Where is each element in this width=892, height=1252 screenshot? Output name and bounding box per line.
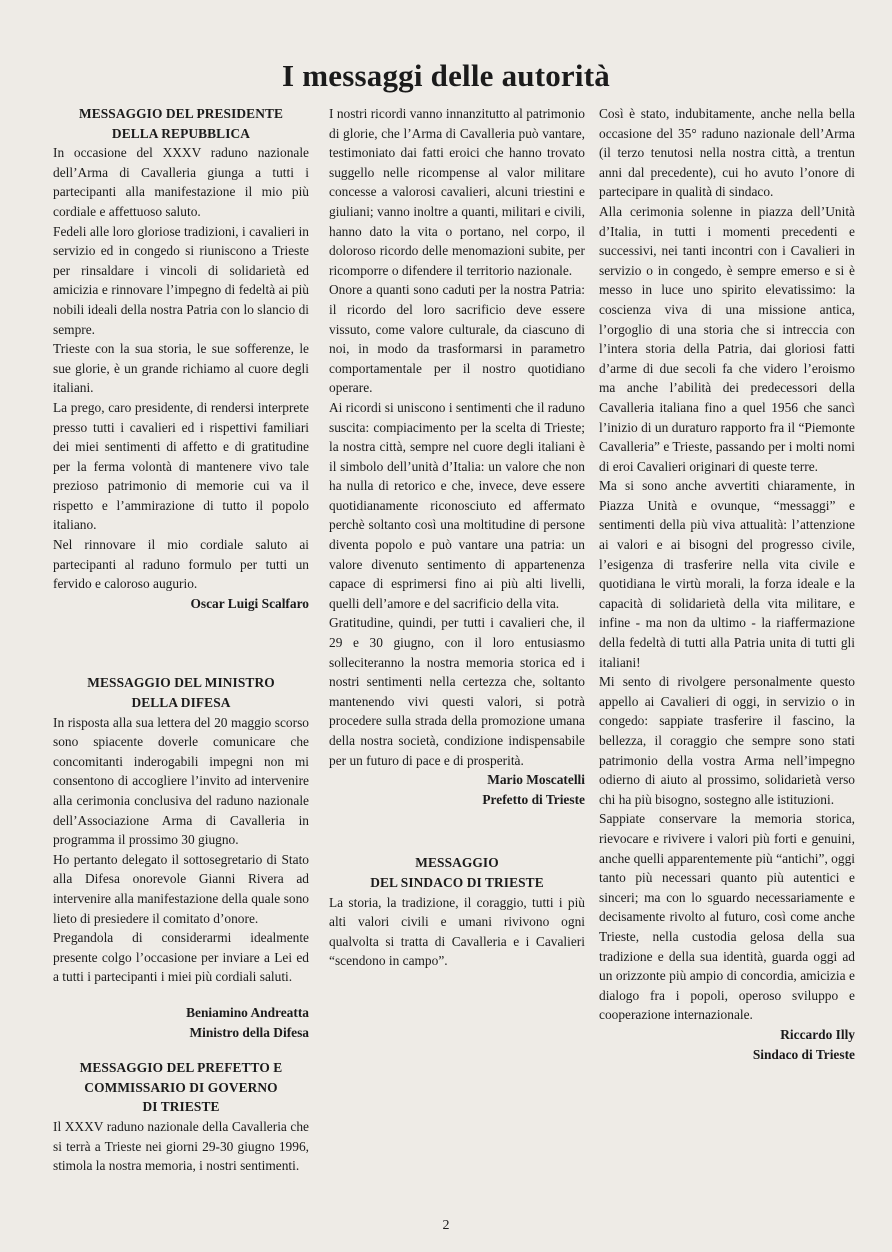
- president-paragraph: La prego, caro presidente, di rendersi interprete presso tutti i cavalieri ed i rispettivi familiari dei miei sentimenti di affetto e di gratitudine per la ferma volontà di mantenere vivo tale prezioso patrimonio di memorie cui va il rispetto e l’ammirazione di tutto il popolo italiano.: [53, 399, 309, 533]
- president-paragraph: Nel rinnovare il mio cordiale saluto ai partecipanti al raduno formulo per tutti un fervido e caloroso augurio.: [53, 537, 309, 592]
- column-right: [599, 104, 855, 1064]
- mayor-heading-line2: DEL SINDACO DI TRIESTE: [370, 874, 544, 890]
- prefect-paragraph: I nostri ricordi vanno innanzitutto al patrimonio di glorie, che l’Arma di Cavalleria può vantare, testimoniato dai fatti eroici che hanno trovato suggello nelle ricompense al valor militare concesse a valorosi cavalieri, alcuni triestini e giuliani; vanno inoltre a quanti, militari e civili, hanno dato la vita o portano, nel corpo, il doloroso ricordo delle menomazioni subite, per ricomporre o difendere il territorio nazionale.: [329, 106, 585, 278]
- prefect-heading-line3: DI TRIESTE: [142, 1099, 220, 1115]
- page-number: 2: [442, 1218, 450, 1233]
- prefect-heading: [53, 1058, 309, 1117]
- minister-signature-name: Beniamino Andreatta: [186, 1004, 309, 1020]
- mayor-heading-line1: MESSAGGIO: [415, 855, 499, 871]
- prefect-heading-line1: MESSAGGIO DEL PREFETTO E: [79, 1060, 283, 1076]
- mayor-paragraph: La storia, la tradizione, il coraggio, tutti i più alti valori civili e umani rivivono ogni qualvolta si tratta di Cavalleria e i Cavalieri “scendono in campo”.: [329, 894, 585, 969]
- president-heading-line2: DELLA REPUBBLICA: [111, 125, 251, 141]
- column-left: [53, 104, 309, 1176]
- prefect-paragraph: Gratitudine, quindi, per tutti i cavalieri che, il 29 e 30 giugno, con il loro entusiasmo solleciteranno la nostra memoria storica ed i nostri sentimenti nella certezza che, soltanto mantenendo vivi questi valori, si potrà procedere sulla strada della promozione umana della nostra società, condizione indispensabile per un futuro di pace e di prosperità.: [329, 615, 585, 768]
- mayor-paragraph: Sappiate conservare la memoria storica, rievocare e rivivere i valori più forti e genuini, anche quelli apparentemente più “antichi”, oggi tanto più necessari quanto più autentici e sinceri; ma con lo sguardo necessariamente e decisamente rivolto al futuro, così come anche Trieste, nella custodia gelosa della sua tradizione e della sua identità, guarda oggi ad un orizzonte più ampio di concordia, amicizia e dialogo fra i popoli, operoso sviluppo e cooperazione internazionale.: [599, 811, 855, 1023]
- minister-paragraph: In risposta alla sua lettera del 20 maggio scorso sono spiacente doverle comunicare che concomitanti inderogabili impegni non mi consentono di accogliere l’invito ad intervenire alla cerimonia conclusiva del raduno nazionale dell’Associazione Arma di Cavalleria in programma il prossimo 30 giugno.: [53, 714, 309, 848]
- mayor-signature-name: Riccardo Illy: [780, 1026, 855, 1042]
- president-heading: [53, 104, 309, 143]
- mayor-heading: [329, 853, 585, 892]
- president-paragraph: Trieste con la sua storia, le sue sofferenze, le sue glorie, è un grande richiamo al cuore degli italiani.: [53, 341, 309, 396]
- minister-heading-line1: MESSAGGIO DEL MINISTRO: [87, 675, 275, 691]
- mayor-paragraph: Mi sento di rivolgere personalmente questo appello ai Cavalieri di oggi, in servizio o in congedo: sappiate trasferire il fascino, la bellezza, il coraggio che sempre sono stati patrimonio della vostra Arma nell’impegno odierno di aiuto al prossimo, solidarietà verso chi ha più bisogno, sostegno alle istituzioni.: [599, 674, 855, 807]
- spacer: [53, 1042, 309, 1058]
- prefect-signature-role: Prefetto di Trieste: [482, 791, 585, 807]
- minister-paragraph: Pregandola di considerarmi idealmente presente colgo l’occasione per inviare a Lei ed a tutti i partecipanti i miei più cordiali saluti.: [53, 930, 309, 985]
- minister-heading: [53, 673, 309, 712]
- page-title: I messaggi delle autorità: [282, 58, 610, 93]
- minister-heading-line2: DELLA DIFESA: [131, 695, 231, 711]
- prefect-paragraph: Ai ricordi si uniscono i sentimenti che il raduno suscita: compiacimento per la scelta di Trieste; la nostra città, sempre nel cuore degli italiani è il simbolo dell’unità d’Italia: un valore che non ha nulla di retorico e che, invece, deve essere quotidianamente riconosciuto ed affermato perchè soltanto così una moltitudine di persone diventa popolo e può vantare una patria: un valore divenuto sentimento di appartenenza capace di esprimersi fino ai più alti livelli, quelli dell’amore e del sacrificio della vita.: [329, 399, 585, 611]
- prefect-paragraph: Il XXXV raduno nazionale della Cavalleria che si terrà a Trieste nei giorni 29-30 giugno 1996, stimola la nostra memoria, i nostri sentimenti.: [53, 1118, 309, 1174]
- prefect-heading-line2: COMMISSARIO DI GOVERNO: [84, 1079, 278, 1095]
- minister-paragraph: Ho pertanto delegato il sottosegretario di Stato alla Difesa onorevole Gianni Rivera ad intervenire alla manifestazione della quale sono lieto di presiedere il comitato d’onore.: [53, 851, 309, 926]
- mayor-paragraph: Così è stato, indubitamente, anche nella bella occasione del 35° raduno nazionale dell’Arma (il terzo tenutosi nella nostra città, a trentun anni dal precedente), cui ho avuto l’onore di parteciparе in qualità di sindaco.: [599, 106, 855, 200]
- mayor-signature-role: Sindaco di Trieste: [752, 1046, 855, 1062]
- president-paragraph: In occasione del XXXV raduno nazionale dell’Arma di Cavalleria giunga a tutti i partecipanti alla manifestazione il mio più cordiale e affettuoso saluto.: [53, 145, 309, 219]
- spacer: [329, 809, 585, 853]
- prefect-signature-name: Mario Moscatelli: [487, 772, 585, 788]
- spacer: [53, 613, 309, 673]
- mayor-paragraph: Alla cerimonia solenne in piazza dell’Unità d’Italia, in tutti i momenti precedenti e successivi, nei tanti incontri con i Cavalieri in servizio o in congedo, è sempre emerso e si è messo in luce uno spirito elevatissimo: la coscienza viva di una missione antica, l’orgoglio di una storia che si intreccia con l’intera storia della Patria, dai gloriosi fatti d’arme di due secoli fa che videro l’eroismo ma anche l’abilità dei predecessori della Cavalleria italiana fino a quel 1956 che sancì l’inizio di un duraturo rapporto fra il “Piemonte Cavalleria” e Trieste, passando per i molti nomi di eroi Cavalieri originari di queste terre.: [599, 203, 855, 474]
- president-paragraph: Fedeli alle loro gloriose tradizioni, i cavalieri in servizio ed in congedo si riuniscono a Trieste per rinsaldare i vincoli di solidarietà ed amicizia e rinnovare l’impegno di fedeltà ai più nobili ideali della nostra Patria con lo slancio di sempre.: [53, 223, 309, 337]
- president-signature: Oscar Luigi Scalfaro: [190, 595, 309, 611]
- president-heading-line1: MESSAGGIO DEL PRESIDENTE: [78, 106, 284, 121]
- minister-signature-role: Ministro della Difesa: [189, 1024, 309, 1040]
- prefect-paragraph: Onore a quanti sono caduti per la nostra Patria: il ricordo del loro sacrificio deve essere vissuto, come valore culturale, da ciascuno di noi, in modo da trasformarsi in parametro comportamentale per il nostro quotidiano operare.: [329, 282, 585, 396]
- spacer: [53, 987, 309, 1003]
- mayor-paragraph: Ma si sono anche avvertiti chiaramente, in Piazza Unità e ovunque, “messaggi” e sentimenti della più viva attualità: l’attenzione ai valori e ai bisogni del progresso civile, l’esigenza di trasferire nella vita civile e quotidiana le virtù morali, la forza ideale e la capacità di solidarietà della vita militare, e infine - ma non da ultimo - la riaffermazione della fedeltà di tutti alla Patria unita di tutti gli italiani!: [599, 478, 855, 670]
- column-middle: [329, 104, 585, 971]
